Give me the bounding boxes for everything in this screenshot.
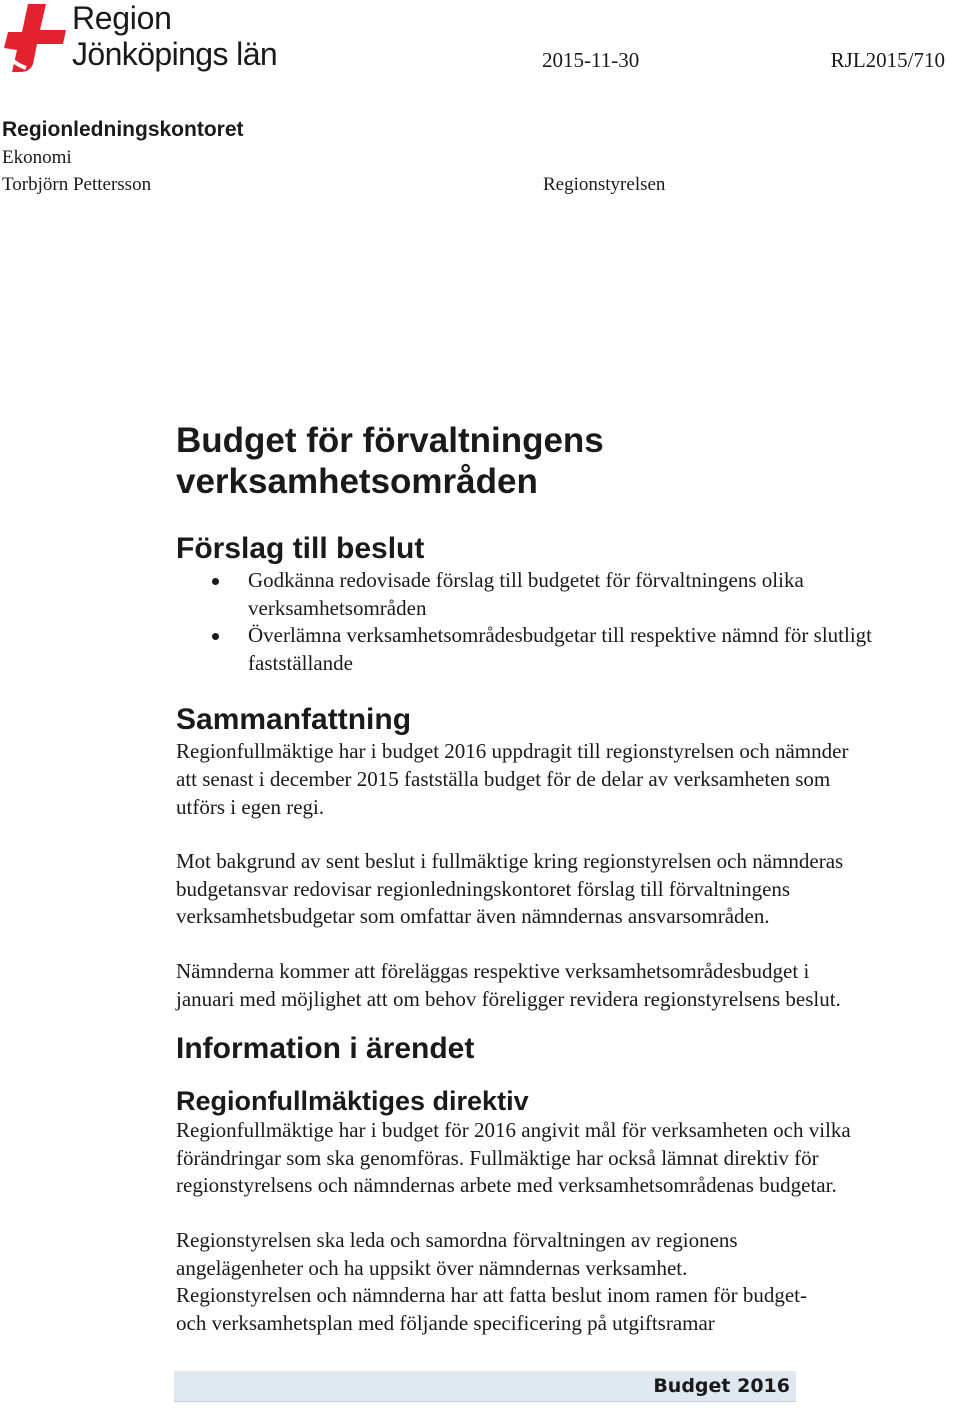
proposal-list [176,567,956,677]
list-item [176,567,956,622]
paragraph-line: budgetansvar redovisar regionledningskontoret förslag till förvaltningens [176,876,791,901]
paragraph-line: utförs i egen regi. [176,794,325,819]
summary-paragraph [176,958,956,1013]
paragraph-line: Regionstyrelsen ska leda och samordna förvaltningen av regionens [176,1227,738,1252]
info-heading: Information i ärendet [176,1032,475,1066]
department-name: Ekonomi [2,147,72,168]
document-body [176,420,956,1337]
logo-line-county: Jönköpings län [72,36,278,72]
paragraph-line: förändringar som ska genomföras. Fullmäktige har också lämnat direktiv för [176,1145,819,1170]
budget-table-header [174,1371,796,1402]
list-item-text: verksamhetsområden [248,595,427,620]
region-cross-icon [0,2,72,74]
office-name: Regionledningskontoret [2,118,244,141]
paragraph-line: angelägenheter och ha uppsikt över nämndernas verksamhet. [176,1255,688,1280]
logo-line-region: Region [72,0,172,36]
directive-heading: Regionfullmäktiges direktiv [176,1086,529,1117]
author-name: Torbjörn Pettersson [2,174,152,195]
document-title [176,420,956,502]
summary-heading: Sammanfattning [176,703,412,737]
proposal-heading: Förslag till beslut [176,532,425,565]
directive-paragraph [176,1117,956,1200]
directive-paragraph [176,1227,956,1337]
paragraph-line: Regionstyrelsen och nämnderna har att fatta beslut inom ramen för budget- [176,1283,807,1308]
paragraph-line: Regionfullmäktige har i budget 2016 uppdragit till regionstyrelsen och nämnder [176,739,849,764]
bullet-icon [212,633,219,640]
document-date: 2015-11-30 [542,48,640,72]
table-column-header: Budget 2016 [653,1375,790,1397]
organization-logo-text [72,0,277,72]
list-item [176,622,956,677]
list-item-text: Godkänna redovisade förslag till budgetet för förvaltningens olika [248,568,804,592]
paragraph-line: och verksamhetsplan med följande specificering på utgiftsramar [176,1310,715,1335]
paragraph-line: Nämnderna kommer att föreläggas respektive verksamhetsområdesbudget i [176,958,810,983]
title-line: Budget för förvaltningens [176,421,604,460]
paragraph-line: regionstyrelsens och nämndernas arbete med verksamhetsområdenas budgetar. [176,1173,837,1198]
paragraph-line: att senast i december 2015 fastställa budget för de delar av verksamheten som [176,766,831,791]
paragraph-line: Regionfullmäktige har i budget för 2016 angivit mål för verksamheten och vilka [176,1118,851,1143]
recipient-name: Regionstyrelsen [543,174,666,195]
list-item-text: Överlämna verksamhetsområdesbudgetar till respektive nämnd för slutligt [248,623,872,648]
paragraph-line: verksamhetsbudgetar som omfattar även nämndernas ansvarsområden. [176,904,770,929]
paragraph-line: Mot bakgrund av sent beslut i fullmäktige kring regionstyrelsen och nämnderas [176,849,844,874]
document-reference: RJL2015/710 [830,48,945,72]
bullet-icon [212,578,219,585]
summary-paragraph [176,738,956,821]
summary-paragraph [176,848,956,931]
list-item-text: fastställande [248,650,353,675]
title-line: verksamhetsområden [176,462,538,501]
paragraph-line: januari med möjlighet att om behov föreligger revidera regionstyrelsens beslut. [176,986,841,1011]
